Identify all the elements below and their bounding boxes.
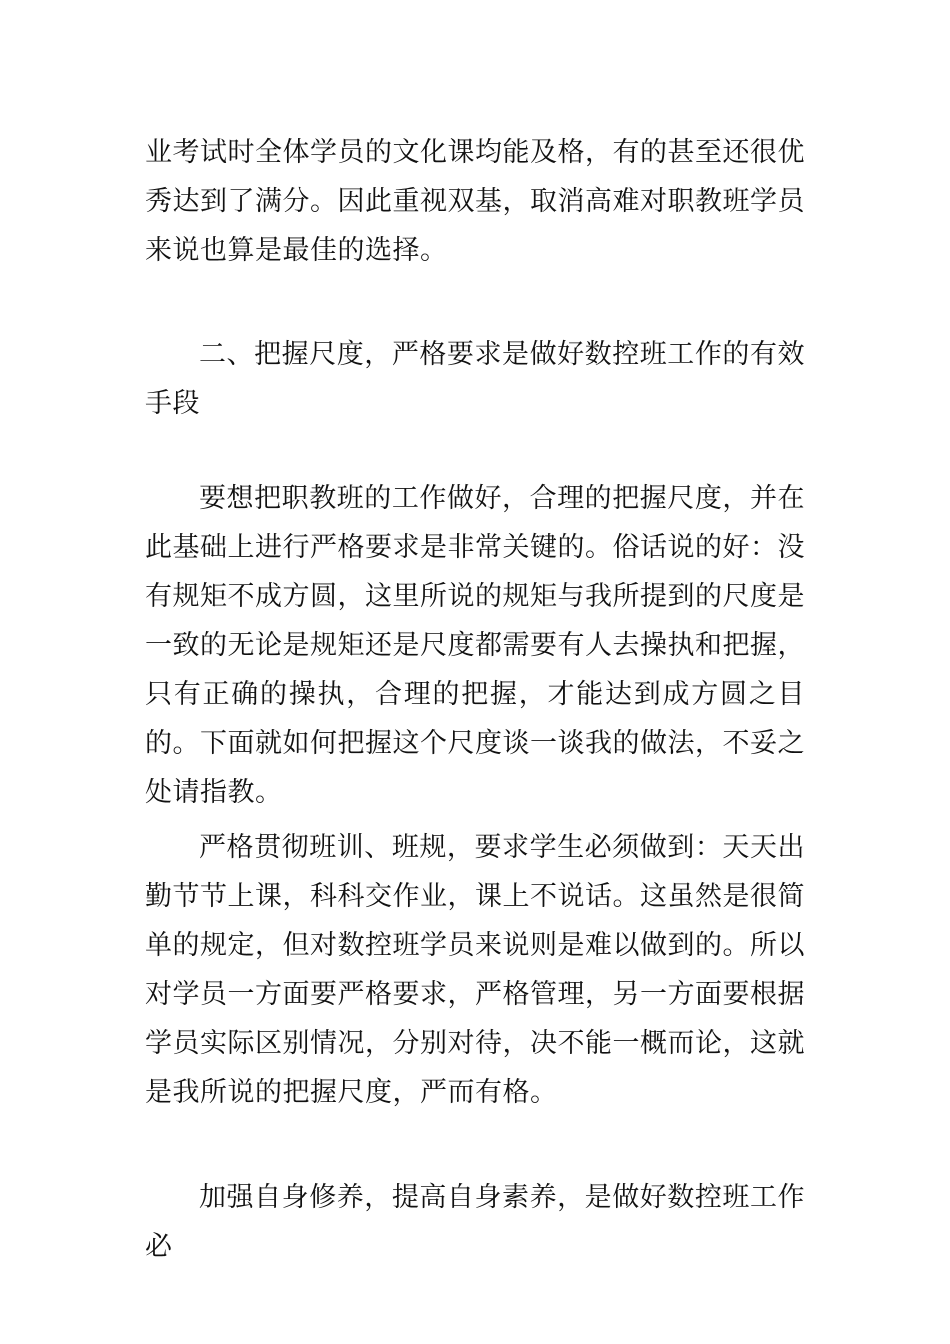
paragraph-continuation: 业考试时全体学员的文化课均能及格，有的甚至还很优秀达到了满分。因此重视双基，取消高难对职教班学员来说也算是最佳的选择。 — [145, 137, 805, 266]
paragraph: 要想把职教班的工作做好，合理的把握尺度，并在此基础上进行严格要求是非常关键的。俗话说的好：没有规矩不成方圆，这里所说的规矩与我所提到的尺度是一致的无论是规矩还是尺度都需要有人去操执和把握，只有正确的操执，合理的把握，才能达到成方圆之目的。下面就如何把握这个尺度谈一谈我的做法，不妥之处请指教。 — [145, 483, 805, 808]
section-heading: 二、把握尺度，严格要求是做好数控班工作的有效手段 — [145, 339, 805, 419]
paragraph: 严格贯彻班训、班规，要求学生必须做到：天天出勤节节上课，科科交作业，课上不说话。这虽然是很简单的规定，但对数控班学员来说则是难以做到的。所以对学员一方面要严格要求，严格管理，另一方面要根据学员实际区别情况，分别对待，决不能一概而论，这就是我所说的把握尺度，严而有格。 — [145, 832, 805, 1108]
paragraph: 加强自身修养，提高自身素养，是做好数控班工作必 — [145, 1182, 805, 1262]
